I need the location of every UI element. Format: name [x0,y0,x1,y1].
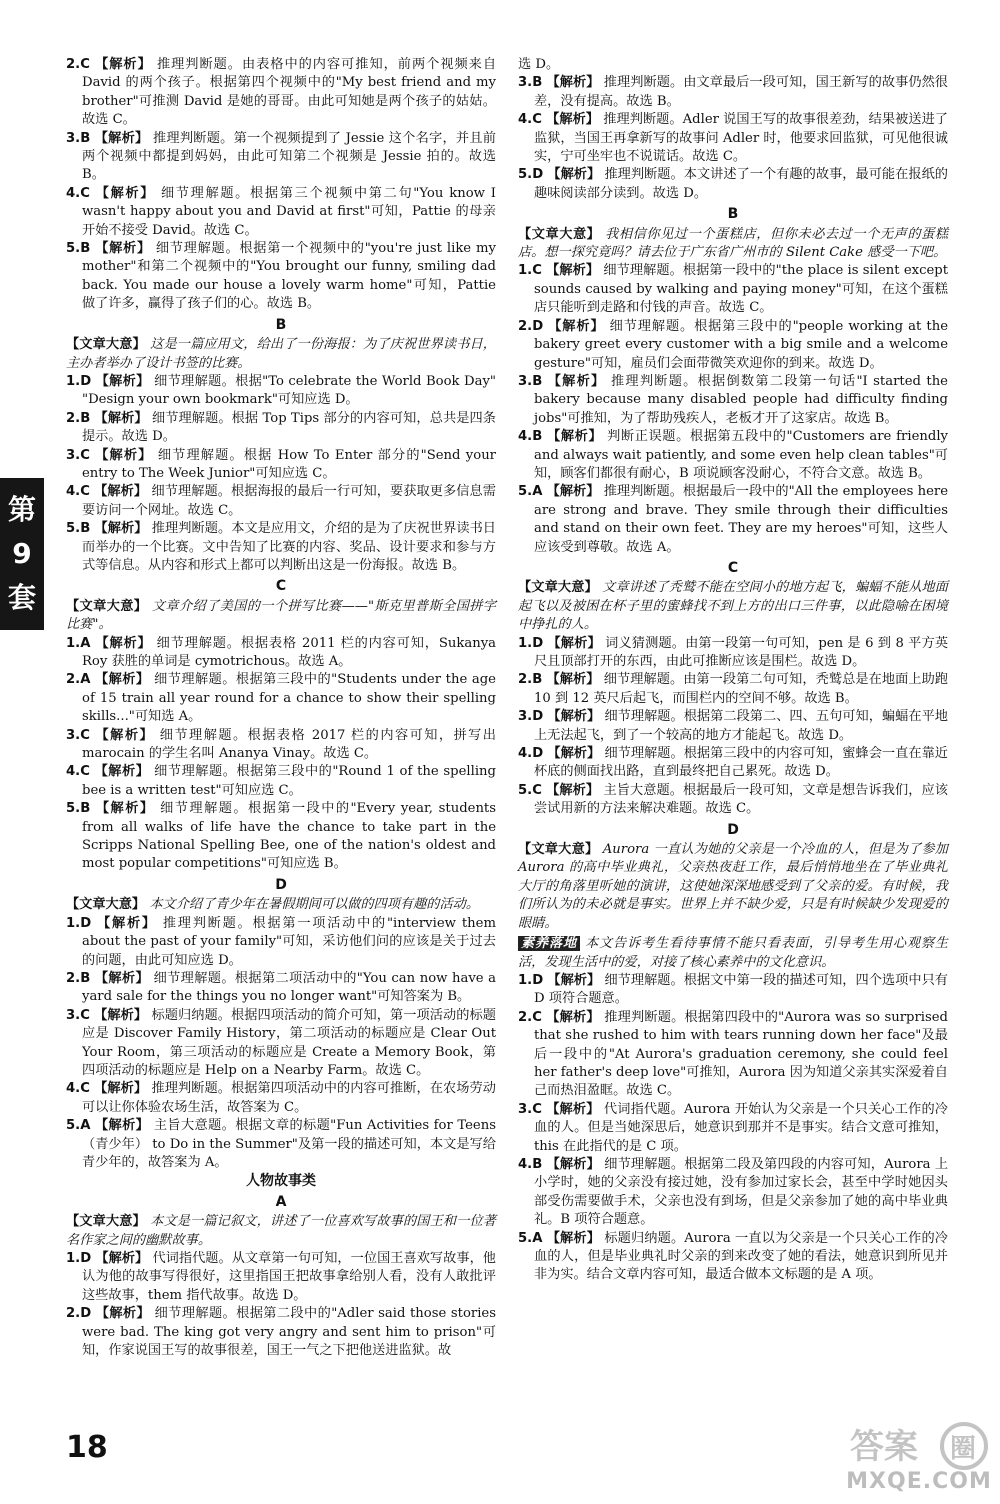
analysis-tag: 【解析】 [95,672,150,688]
answer-item [518,1230,948,1285]
item-answer: D [532,746,544,762]
analysis-tag: 【解析】 [94,970,150,986]
analysis-text: 推理判断题。本文是应用文，介绍的是为了庆祝世界读书日而举办的一个比赛。文中告知了比赛的内容、奖品、设计要求和参与方式等信息。从内容和形式上都可以判断出这是一份海报。故选 B。 [82,521,496,573]
analysis-text: 推理判断题。根据最后一段中的"All the employees here are strong and brave. They smile through their difficulties and stand on their own feet. They are my heroes"可知，这些人应该受到尊敬。故选 A。 [534,484,948,555]
summary-text: 我相信你见过一个蛋糕店，但你未必去过一个无声的蛋糕店。想一探究竟吗？请去位于广东省广州市的 Silent Cake 感受一下吧。 [518,226,949,261]
item-answer: B [532,672,543,688]
page-number: 18 [66,1430,108,1465]
item-number: 3. [518,75,533,91]
watermark-logo-icon [846,1420,992,1472]
analysis-text: 主旨大意题。根据最后一段可知，文章是想告诉我们，应该尝试用新的方法来解决难题。故选 C。 [534,782,948,817]
summary-tag: 【文章大意】 [66,1214,146,1230]
analysis-text: 推理判断题。由文章最后一段可知，国王新写的故事仍然很差，没有提高。故选 B。 [534,75,948,109]
analysis-tag: 【解析】 [94,764,150,780]
answer-item [66,240,496,314]
answer-item [518,74,948,111]
item-answer: A [80,672,91,688]
side-tab-char: 第 [7,493,36,526]
literacy-note [518,935,948,972]
item-number: 5. [66,241,81,257]
summary-text: 本文是一篇记叙文，讲述了一位喜欢写故事的国王和一位著名作家之间的幽默故事。 [66,1214,496,1248]
analysis-tag: 【解析】 [547,373,606,389]
analysis-tag: 【解析】 [546,75,600,91]
literacy-text: 本文告诉考生看待事情不能只看表面，引导考生用心观察生活，发现生活中的爱，对接了核心素养中的文化意识。 [518,936,949,970]
item-number: 4. [518,112,533,128]
answer-item [66,185,496,240]
analysis-tag: 【解析】 [548,318,605,334]
item-answer: B [80,410,91,426]
answer-item [66,1007,496,1081]
item-answer: B [532,429,543,445]
analysis-tag: 【解析】 [547,429,603,445]
answer-item [518,166,948,203]
analysis-text: 细节理解题。根据表格 2011 栏的内容可知，Sukanya Roy 获胜的单词是 cymotrichous。故选 A。 [82,635,497,669]
answer-item [518,428,948,483]
item-answer: B [80,521,91,537]
analysis-tag: 【解析】 [547,635,601,651]
analysis-text: 细节理解题。根据第三段中的"people working at the bakery greet every customer with a big smile and a welcome gesture"可知，雇员们会面带微笑欢迎你的到来。故选 D。 [534,318,949,371]
answer-item [66,410,496,447]
summary-text: 本文介绍了青少年在暑假期间可以做的四项有趣的活动。 [149,897,480,913]
summary-tag: 【文章大意】 [66,897,146,913]
item-number: 2. [518,672,533,688]
analysis-tag: 【解析】 [95,1251,149,1266]
answer-item [518,745,948,782]
analysis-text: 细节理解题。根据第一个视频中的"you're just like my mother"和第二个视频中的"You brought our funny, smiling dad back. You made our house a lovely warm home"可知，Pattie 做了许多，赢得了孩子们的心。故选 B。 [82,241,496,312]
analysis-text: 推理判断题。根据倒数第二段第一句话"I started the bakery because many disabled people had difficulty finding jobs"可推知，为了帮助残疾人，老板才开了这家店。故选 B。 [534,373,948,426]
analysis-text: 细节理解题。由第一段第二句可知，秃鹫总是在地面上助跑 10 到 12 英尺后起飞，而围栏内的空间不够。故选 B。 [534,672,948,706]
item-number: 5. [518,167,533,183]
analysis-text: 细节理解题。根据第一段中的"Every year, students from all walks of life have the chance to take part in the Scripps National Spelling Bee, one of the nation's oldest and most popular competitions"可知应选 B。 [82,801,496,872]
item-answer: D [532,635,544,651]
answer-item [66,763,496,800]
answer-item [518,1156,948,1230]
item-answer: C [80,1007,90,1023]
analysis-tag: 【解析】 [95,727,155,743]
analysis-text: 细节理解题。根据第一段中的"the place is silent except sounds caused by walking and paying money"可知，在这个蛋糕店只能听到走路和付钱的声音。故选 C。 [534,263,948,316]
analysis-text: 细节理解题。根据第二段第二、四、五句可知，蝙蝠在平地上无法起飞，到了一个较高的地方才能起飞。故选 D。 [534,709,948,743]
answer-item [518,262,948,317]
item-number: 3. [518,373,533,389]
answer-item [66,1080,496,1117]
analysis-tag: 【解析】 [547,167,601,183]
item-answer: B [532,373,543,389]
analysis-tag: 【解析】 [95,447,153,463]
item-answer: C [80,484,90,500]
article-summary [66,336,496,373]
svg-text:答案: 答案 [850,1427,918,1467]
article-summary [518,226,948,263]
summary-tag: 【文章大意】 [66,598,148,614]
item-answer: A [80,635,91,651]
analysis-text: 标题归纳题。Aurora 一直以为父亲是一个只关心工作的冷血的人，但是毕业典礼时父亲的到来改变了她的看法，她意识到所见并非为实。结合文章内容可知，最适合做本文标题的是 A 项。 [534,1230,948,1283]
analysis-tag: 【解析】 [546,1230,601,1246]
analysis-tag: 【解析】 [95,801,155,817]
item-number: 1. [66,1251,81,1266]
item-number: 1. [518,972,533,988]
item-answer: D [532,167,544,183]
analysis-tag: 【解析】 [95,241,151,257]
analysis-text: 细节理解题。根据文中第一段的描述可知，四个选项中只有 D 项符合题意。 [534,972,948,1007]
item-number: 5. [66,1118,81,1134]
item-number: 4. [66,764,81,780]
analysis-tag: 【解析】 [95,635,152,651]
analysis-tag: 【解析】 [95,373,150,389]
item-number: 4. [66,185,81,201]
analysis-text: 推理判断题。Adler 说国王写的故事很差劲，结果被送进了监狱，当国王再拿新写的故事问 Adler 时，他要求回监狱，可见他很诚实，宁可坐牢也不说谎话。故选 C。 [534,112,948,165]
article-summary [66,896,496,914]
literacy-tag: 素养落地 [518,936,580,951]
analysis-tag: 【解析】 [94,1007,148,1023]
analysis-text: 细节理解题。根据 How To Enter 部分的"Send your entry to The Week Junior"可知应选 C。 [82,447,496,481]
analysis-text: 细节理解题。根据第三段中的"Round 1 of the spelling bee is a written test"可知应选 C。 [82,764,496,798]
analysis-text: 推理判断题。第一个视频提到了 Jessie 这个名字，并且前两个视频中都提到妈妈，由此可知第二个视频是 Jessie 拍的。故选 B。 [82,130,496,183]
analysis-text: 词义猜测题。由第一段第一句可知，pen 是 6 到 8 平方英尺且顶部打开的东西，由此可推断应该是围栏。故选 D。 [534,635,949,669]
item-answer: C [80,764,90,780]
item-answer: B [80,801,91,817]
answer-item [66,1117,496,1172]
item-answer: C [532,1101,542,1117]
item-answer: A [532,484,543,500]
section-letter: D [275,876,287,893]
section-letter: B [275,316,287,333]
side-tab-char: 9 [12,537,32,570]
analysis-tag: 【解析】 [547,746,601,762]
analysis-text: 推理判断题。由表格中的内容可推知，前两个视频来自 David 的两个孩子。根据第四个视频中的"My best friend and my brother"可推测 David 是她的哥哥。由此可知她是两个孩子的姑姑。故选 C。 [82,57,497,128]
item-answer: C [532,112,542,128]
item-answer: D [80,373,92,389]
analysis-tag: 【解析】 [547,972,601,988]
answer-item [518,782,948,819]
item-number: 2. [66,1306,81,1322]
side-tab [0,478,44,630]
section-title: 人物故事类 [246,1173,316,1190]
answer-item [518,111,948,166]
item-answer: D [532,972,544,988]
item-number: 2. [66,410,81,426]
item-number: 3. [66,727,81,743]
item-number: 5. [518,484,533,500]
analysis-text: 细节理解题。根据第二段中的"Adler said those stories were bad. The king got very angry and sent him to prison"可知，作家说国王写的故事很差，国王一气之下把他送进监狱。故 [82,1306,496,1359]
analysis-text: 细节理解题。根据海报的最后一行可知，要获取更多信息需要访问一个网址。故选 C。 [82,484,496,518]
answer-item [518,671,948,708]
analysis-tag: 【解析】 [94,1118,150,1134]
item-answer: D [80,1306,92,1322]
item-answer: A [532,1230,543,1246]
answer-item [518,373,948,428]
item-answer: B [80,970,91,986]
answer-item [66,520,496,575]
summary-tag: 【文章大意】 [66,337,146,353]
item-answer: A [80,1118,91,1134]
analysis-text: 推理判断题。根据第四项活动中的内容可推断，在农场劳动可以让你体验农场生活，故答案为 C。 [82,1081,496,1115]
item-answer: C [532,782,542,798]
answer-item [518,708,948,745]
answer-item [66,727,496,764]
continued-text: 选 D。 [518,57,560,72]
item-number: 3. [518,709,533,725]
analysis-text: 细节理解题。根据第三段中的内容可知，蜜蜂会一直在靠近杯底的侧面找出路，直到最终把自己累死。故选 D。 [534,746,948,780]
summary-text: Aurora 一直认为她的父亲是一个冷血的人，但是为了参加 Aurora 的高中毕业典礼，父亲热夜赶工作，最后悄悄地坐在了毕业典礼大厅的角落里听她的演讲，这使她深深地感受到了父亲的爱。有时候，我们所认为的未必就是事实。世界上并不缺少爱，只是有时候缺少发现爱的眼睛。 [518,842,948,931]
answer-item [66,447,496,484]
answer-item [66,1305,496,1360]
watermark [846,1420,992,1498]
item-number: 1. [518,263,533,279]
section-letter: D [727,821,739,838]
item-answer: B [80,130,91,146]
analysis-tag: 【解析】 [94,521,148,537]
answer-item [66,373,496,410]
answer-item [518,1009,948,1101]
summary-text: 文章介绍了美国的一个拼写比赛——"斯克里普斯全国拼字比赛"。 [66,598,496,633]
article-summary [66,598,496,635]
item-number: 3. [518,1101,533,1117]
item-answer: C [80,185,90,201]
watermark-text: MXQE.COM [846,1469,992,1494]
analysis-text: 推理判断题。根据第一项活动中的"interview them about the past of your family"可知，采访他们问的应该是关于过去的问题，由此可知应选 D。 [82,915,496,968]
analysis-text: 判断正误题。根据第五段中的"Customers are friendly and always wait patiently, and some even help clean tables"可知，顾客们都很有耐心，B 项说顾客没耐心，不符合文意。故选 B。 [534,429,948,481]
analysis-tag: 【解析】 [547,709,601,725]
summary-tag: 【文章大意】 [518,580,598,596]
analysis-text: 细节理解题。根据第二段及第四段的内容可知，Aurora 上小学时，她的父亲没有接过她，没有参加过家长会，甚至中学时她因头部受伤需要做手术，父亲也没有到场，但是父亲参加了她的高中毕业典礼。B 项符合题意。 [534,1156,949,1228]
analysis-tag: 【解析】 [546,112,600,128]
answer-item [66,915,496,970]
item-number: 5. [518,782,533,798]
analysis-text: 细节理解题。根据第二项活动中的"You can now have a yard sale for the things you no longer want"可知答案为 B。 [82,970,497,1005]
item-number: 1. [518,635,533,651]
summary-tag: 【文章大意】 [518,226,601,242]
analysis-tag: 【解析】 [94,484,148,500]
item-answer: D [532,709,544,725]
svg-text:圈: 圈 [950,1434,977,1464]
item-number: 4. [66,1081,81,1097]
answer-item [66,56,496,130]
analysis-tag: 【解析】 [95,57,152,72]
article-summary [66,1213,496,1250]
item-number: 3. [66,130,81,146]
item-number: 2. [518,318,533,334]
section-letter: B [727,206,739,223]
item-answer: B [80,241,91,257]
item-answer: C [80,727,90,743]
answer-item [518,972,948,1009]
article-summary [518,841,948,933]
item-number: 3. [66,1007,81,1023]
item-number: 2. [66,672,81,688]
analysis-text: 推理判断题。本文讲述了一个有趣的故事，最可能在报纸的趣味阅读部分读到。故选 D。 [534,167,948,201]
item-answer: C [532,1009,542,1025]
item-number: 4. [518,746,533,762]
analysis-text: 推理判断题。根据第四段中的"Aurora was so surprised that she rushed to him with tears running down her face"及最后一段中的"At Aurora's graduation ceremony, she could feel her father's deep love"可推知，Aurora 因为知道父亲其实深爱着自己而热泪盈眶。故选 C。 [534,1009,948,1099]
item-number: 1. [66,373,81,389]
item-number: 5. [518,1230,533,1246]
analysis-text: 细节理解题。根据 Top Tips 部分的内容可知，总共是四条提示。故选 D。 [82,410,496,445]
answer-item [66,635,496,672]
analysis-tag: 【解析】 [546,484,600,500]
analysis-tag: 【解析】 [97,915,157,931]
analysis-text: 代词指代题。从文章第一句可知，一位国王喜欢写故事，他认为他的故事写得很好，这里指国王把故事拿给别人看，没有人敢批评这些故事，them 指代故事。故选 D。 [82,1251,496,1303]
answer-item [66,1250,496,1305]
item-number: 4. [518,1156,533,1172]
analysis-tag: 【解析】 [94,410,148,426]
item-number: 2. [518,1009,533,1025]
analysis-text: 主旨大意题。根据文章的标题"Fun Activities for Teens（青少年） to Do in the Summer"及第一段的描述可知，本文是写给青少年的，故答案为 A。 [82,1118,497,1170]
item-answer: C [532,263,542,279]
item-answer: C [80,447,90,463]
answer-item [66,483,496,520]
right-column [518,56,948,1285]
item-number: 1. [66,915,81,931]
analysis-tag: 【解析】 [546,1101,600,1117]
analysis-tag: 【解析】 [94,130,149,146]
analysis-text: 代词指代题。Aurora 开始认为父亲是一个只关心工作的冷血的人。但是当她深思后，她意识到那并不是事实。结合文意可推知，this 在此指代的是 C 项。 [534,1101,948,1154]
answer-item [518,1101,948,1156]
analysis-tag: 【解析】 [546,672,600,688]
analysis-tag: 【解析】 [95,185,156,201]
analysis-text: 细节理解题。根据第三个视频中第二句"You know I wasn't happy about you and David at first"可知，Pattie 的母亲开始不接受 David。故选 C。 [82,185,496,238]
item-answer: B [532,75,543,91]
summary-text: 文章讲述了秃鹫不能在空间小的地方起飞，蝙蝠不能从地面起飞以及被困在杯子里的蜜蜂找不到上方的出口三件事，以此隐喻在困境中挣扎的人。 [518,580,948,633]
answer-item [66,671,496,726]
item-answer: D [80,1251,92,1266]
article-summary [518,579,948,634]
left-column [66,56,496,1360]
answer-item [518,483,948,557]
item-number: 3. [66,447,81,463]
item-answer: D [532,318,544,334]
analysis-text: 细节理解题。根据表格 2017 栏的内容可知，拼写出 marocain 的学生名叫 Ananya Vinay。故选 C。 [82,727,496,762]
answer-item [66,970,496,1007]
item-number: 2. [66,57,81,72]
item-number: 1. [66,635,81,651]
analysis-tag: 【解析】 [546,1156,600,1172]
item-number: 5. [66,521,81,537]
section-letter: A [275,1193,287,1210]
analysis-tag: 【解析】 [546,263,600,279]
answer-item [518,635,948,672]
analysis-text: 细节理解题。根据"To celebrate the World Book Day" "Design your own bookmark"可知应选 D。 [82,373,496,408]
summary-tag: 【文章大意】 [518,842,599,858]
item-answer: C [80,1081,90,1097]
analysis-tag: 【解析】 [546,1009,600,1025]
item-answer: B [532,1156,543,1172]
item-answer: D [80,915,92,931]
analysis-text: 细节理解题。根据第三段中的"Students under the age of 15 train all year round for a chance to show their spelling skills..."可知选 A。 [82,672,496,725]
answer-item [66,800,496,874]
answer-item [66,130,496,185]
analysis-tag: 【解析】 [95,1306,151,1322]
analysis-text: 标题归纳题。根据四项活动的简介可知，第一项活动的标题应是 Discover Family History，第二项活动的标题应是 Clear Out Your Room，第三项活动的标题应是 Create a Memory Book，第四项活动的标题应是 Help on a Nearby Farm。故选 C。 [82,1007,496,1078]
item-number: 4. [518,429,533,445]
analysis-tag: 【解析】 [546,782,600,798]
item-number: 2. [66,970,81,986]
item-number: 4. [66,484,81,500]
section-letter: C [727,559,739,576]
side-tab-char: 套 [7,581,36,614]
summary-text: 这是一篇应用文，给出了一份海报：为了庆祝世界读书日，主办者举办了设计书签的比赛。 [66,337,496,371]
item-number: 5. [66,801,81,817]
answer-item [518,318,948,373]
section-letter: C [275,578,287,595]
item-answer: C [80,57,90,72]
analysis-tag: 【解析】 [94,1081,148,1097]
